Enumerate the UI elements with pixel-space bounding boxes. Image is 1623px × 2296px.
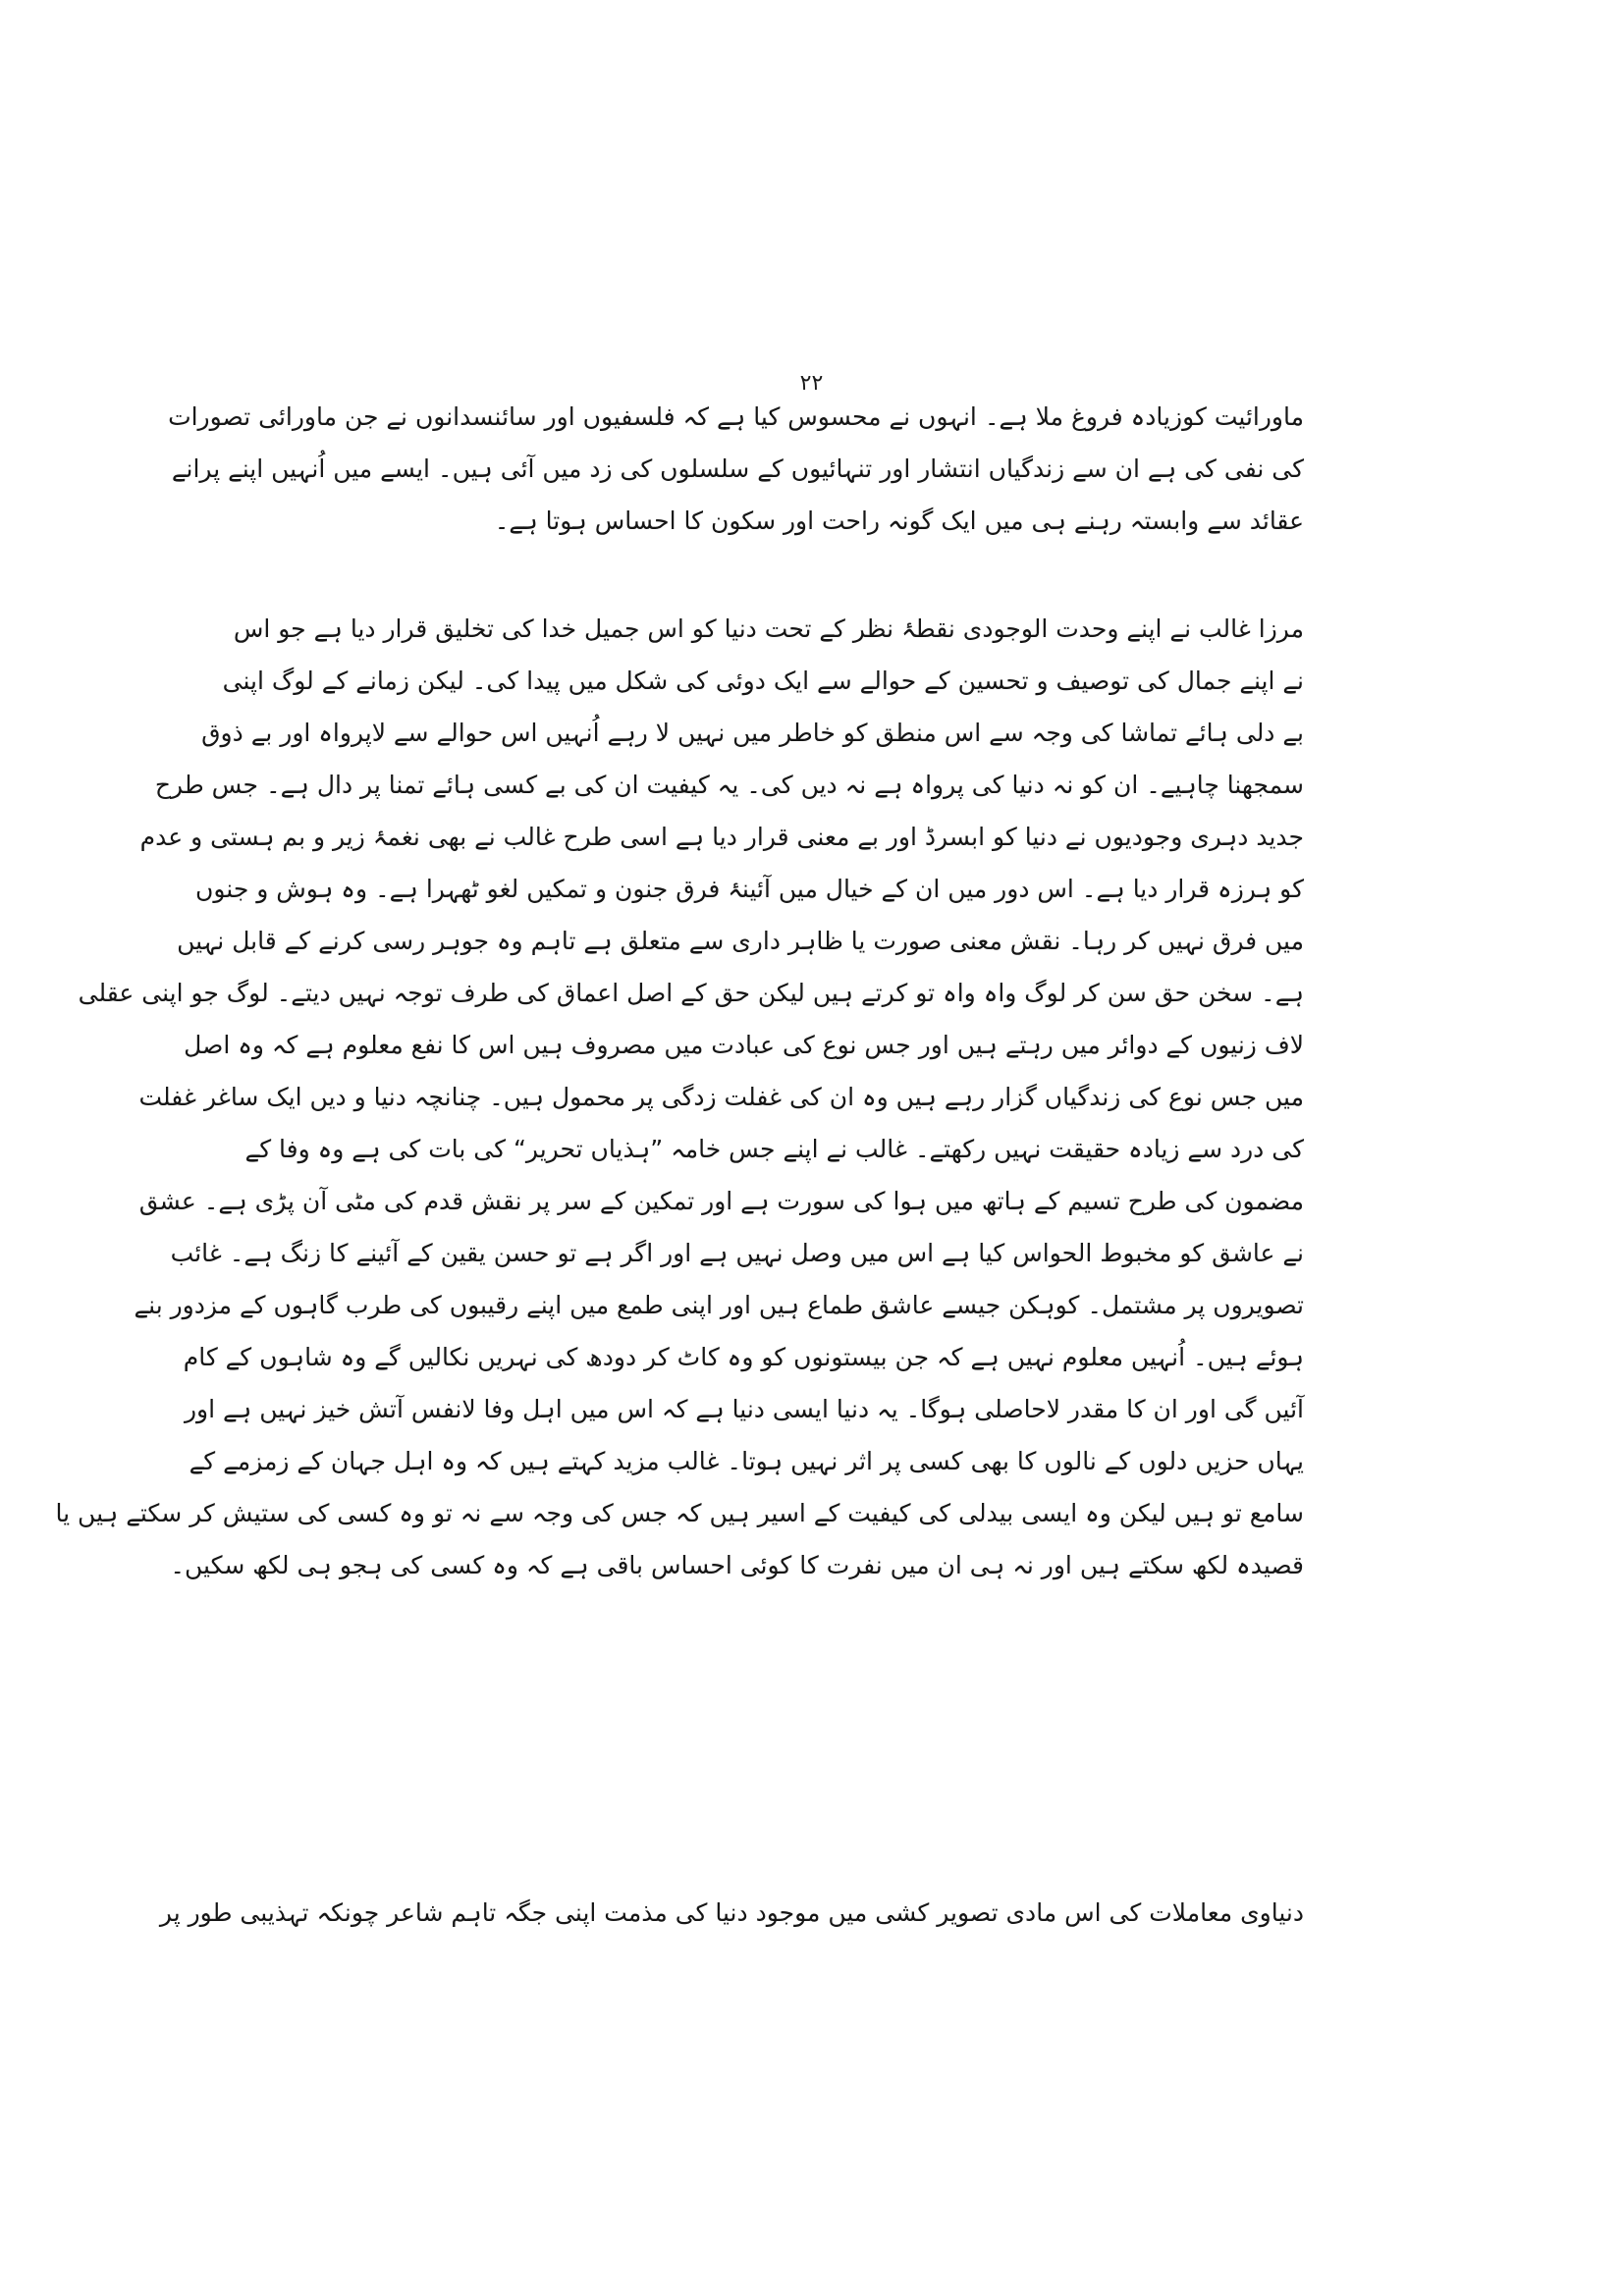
- text-line: آئیں گی اور ان کا مقدر لاحاصلی ہوگا۔ یہ دنیا ایسی دنیا ہے کہ اس میں اہل وفا لانفس آتش خیز نہیں ہے اور: [184, 1395, 1304, 1423]
- text-line: کو ہرزہ قرار دیا ہے۔ اس دور میں ان کے خیال میں آئینۂ فرق جنون و تمکیں لغو ٹھہرا ہے۔ وہ ہوش و جنوں: [195, 875, 1304, 903]
- text-line: بے دلی ہائے تماشا کی وجہ سے اس منطق کو خاطر میں نہیں لا رہے اُنہیں اس حوالے سے لاپرواہ اور بے ذوق: [201, 719, 1304, 747]
- text-line: کی درد سے زیادہ حقیقت نہیں رکھتے۔ غالب نے اپنے جس خامہ ”ہذیاں تحریر“ کی بات کی ہے وہ وفا کے: [244, 1135, 1304, 1163]
- text-line: سمجھنا چاہیے۔ ان کو نہ دنیا کی پرواہ ہے نہ دیں کی۔ یہ کیفیت ان کی بے کسی ہائے تمنا پر دال ہے۔ جس طرح: [154, 771, 1304, 799]
- text-line: عقائد سے وابستہ رہنے ہی میں ایک گونہ راحت اور سکون کا احساس ہوتا ہے۔: [494, 507, 1304, 535]
- text-line: میں جس نوع کی زندگیاں گزار رہے ہیں وہ ان کی غفلت زدگی پر محمول ہیں۔ چنانچہ دنیا و دیں ایک ساغر غفلت: [138, 1083, 1304, 1111]
- text-line: ہوئے ہیں۔ اُنہیں معلوم نہیں ہے کہ جن بیستونوں کو وہ کاٹ کر دودھ کی نہریں نکالیں گے وہ شاہوں کے کام: [183, 1343, 1304, 1371]
- text-line: کی نفی کی ہے ان سے زندگیاں انتشار اور تنہائیوں کے سلسلوں کی زد میں آئی ہیں۔ ایسے میں اُنہیں اپنے پرانے: [171, 454, 1304, 483]
- text-line: جدید دہری وجودیوں نے دنیا کو ابسرڈ اور بے معنی قرار دیا ہے اسی طرح غالب نے بھی نغمۂ زیر و بم ہستی و عدم: [139, 823, 1304, 851]
- text-line: تصویروں پر مشتمل۔ کوہکن جیسے عاشق طماع ہیں اور اپنی طمع میں اپنے رقیبوں کی طرب گاہوں کے مزدور بنے: [134, 1291, 1304, 1319]
- text-line: سامع تو ہیں لیکن وہ ایسی بیدلی کی کیفیت کے اسیر ہیں کہ جس کی وجہ سے نہ تو وہ کسی کی ستیش کر سکتے ہیں یا: [55, 1499, 1304, 1527]
- text-line: لاف زنیوں کے دوائر میں رہتے ہیں اور جس نوع کی عبادت میں مصروف ہیں اس کا نفع معلوم ہے کہ وہ اصل: [184, 1031, 1304, 1059]
- paragraph-3: [159, 1887, 1304, 1939]
- text-line: میں فرق نہیں کر رہا۔ نقش معنی صورت یا ظاہر داری سے متعلق ہے تاہم وہ جوہر رسی کرنے کے قابل نہیں: [177, 927, 1304, 955]
- paragraph-1: [168, 391, 1304, 547]
- text-line: نے اپنے جمال کی توصیف و تحسین کے حوالے سے ایک دوئی کی شکل میں پیدا کی۔ لیکن زمانے کے لوگ اپنی: [222, 667, 1304, 695]
- page-number: ۲۲: [799, 371, 824, 396]
- text-line: ہے۔ سخن حق سن کر لوگ واہ واہ تو کرتے ہیں لیکن حق کے اصل اعماق کی طرف توجہ نہیں دیتے۔ لوگ جو اپنی عقلی: [78, 979, 1304, 1007]
- text-line: یہاں حزیں دلوں کے نالوں کا بھی کسی پر اثر نہیں ہوتا۔ غالب مزید کہتے ہیں کہ وہ اہل جہان کے زمزمے کے: [189, 1447, 1304, 1475]
- text-line: مرزا غالب نے اپنے وحدت الوجودی نقطۂ نظر کے تحت دنیا کو اس جمیل خدا کی تخلیق قرار دیا ہے جو اس: [233, 614, 1304, 643]
- text-line: دنیاوی معاملات کی اس مادی تصویر کشی میں موجود دنیا کی مذمت اپنی جگہ تاہم شاعر چونکہ تہذیبی طور پر: [159, 1898, 1304, 1927]
- paragraph-2: [55, 603, 1304, 1591]
- text-line: نے عاشق کو مخبوط الحواس کیا ہے اس میں وصل نہیں ہے اور اگر ہے تو حسن یقین کے آئینے کا زنگ ہے۔ غائب: [170, 1239, 1304, 1267]
- text-line: مضمون کی طرح تسیم کے ہاتھ میں ہوا کی سورت ہے اور تمکین کے سر پر نقش قدم کی مٹی آن پڑی ہے۔ عشق: [138, 1187, 1304, 1215]
- text-line: ماورائیت کوزیادہ فروغ ملا ہے۔ انہوں نے محسوس کیا ہے کہ فلسفیوں اور سائنسدانوں نے جن ماورائی تصورات: [168, 402, 1304, 431]
- text-line: قصیدہ لکھ سکتے ہیں اور نہ ہی ان میں نفرت کا کوئی احساس باقی ہے کہ وہ کسی کی ہجو ہی لکھ سکیں۔: [170, 1551, 1304, 1579]
